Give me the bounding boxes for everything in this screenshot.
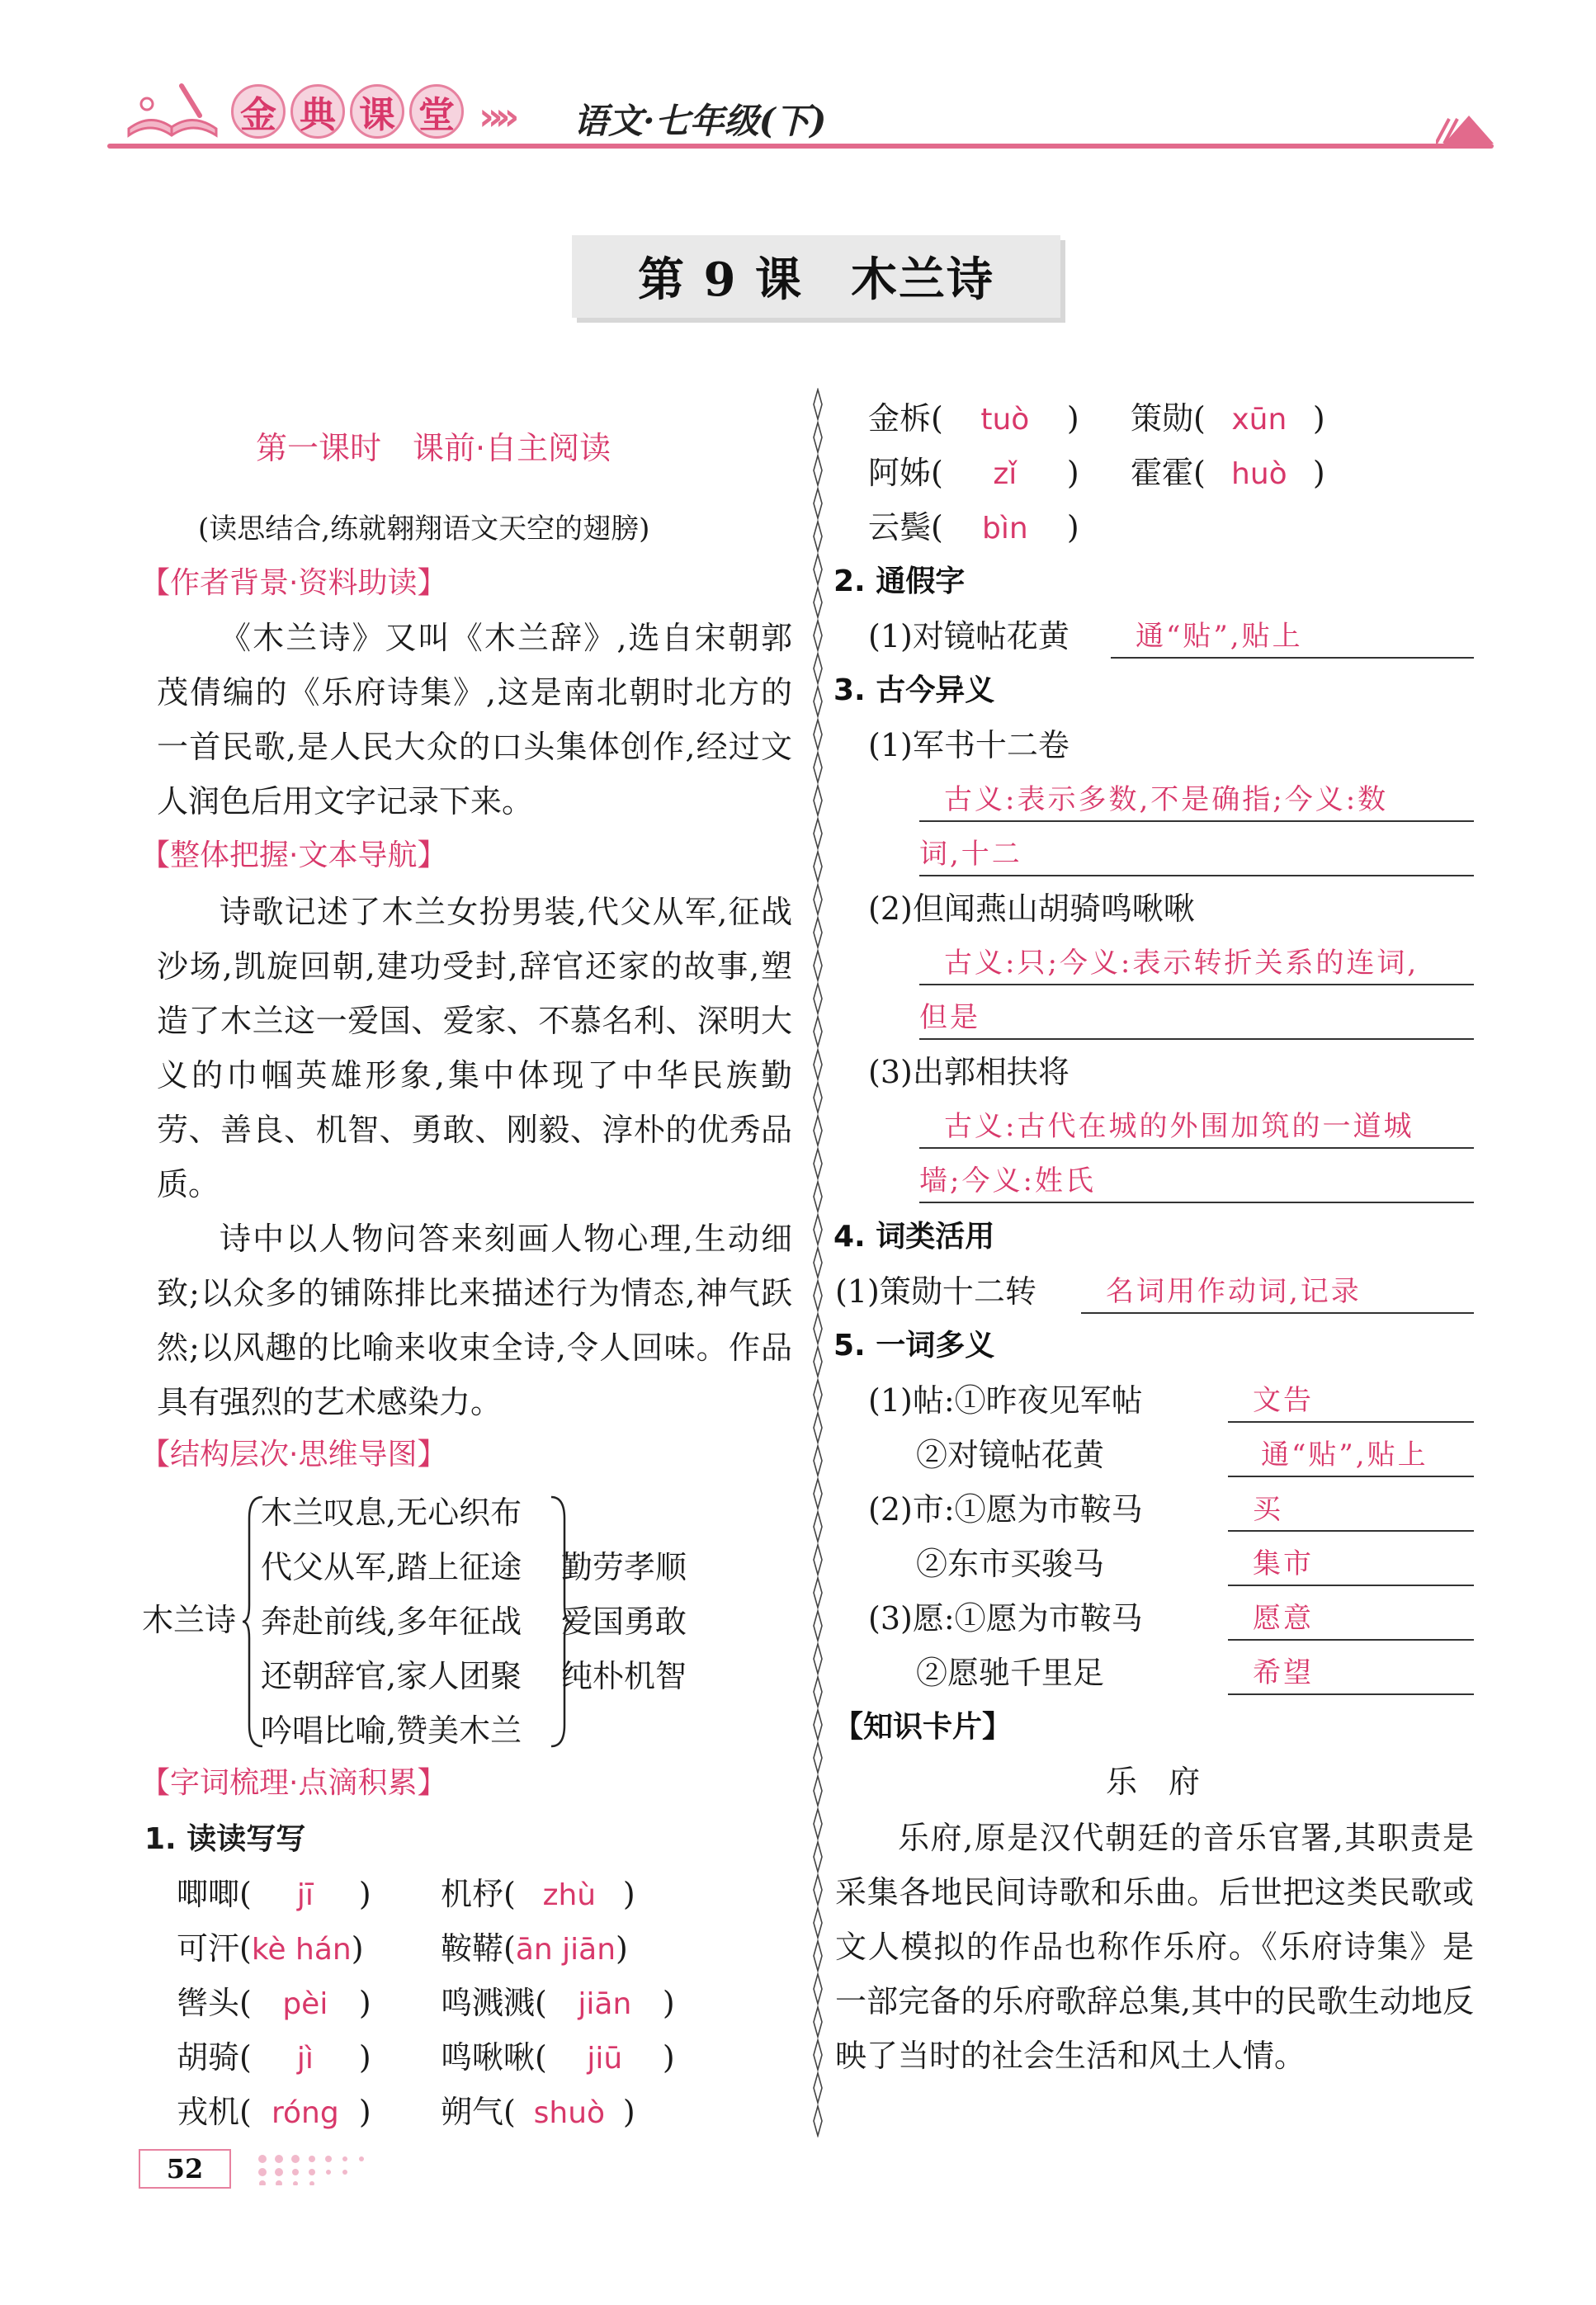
mindmap-item: 吟唱比喻,赞美木兰 xyxy=(261,1712,522,1749)
q3-1-answer-cont: 词,十二 xyxy=(919,834,1474,876)
question-1: 1. 读读写写 xyxy=(144,1822,306,1856)
word-entry: 鸣啾啾( jiū ) xyxy=(441,2030,675,2086)
q4-answer: 名词用作动词,记录 xyxy=(1081,1271,1474,1314)
q5-item: (2)市:①愿为市鞍马 xyxy=(868,1491,1143,1528)
pinyin: xūn xyxy=(1231,403,1287,437)
section-overview: 【整体把握·文本导航】 xyxy=(140,838,447,872)
brand-logo xyxy=(231,84,464,139)
mindmap-root: 木兰诗 xyxy=(142,1602,237,1638)
pinyin: bìn xyxy=(982,512,1028,546)
section-author-background: 【作者背景·资料助读】 xyxy=(140,566,447,600)
q5-item: ②愿驰千里足 xyxy=(916,1655,1105,1691)
pinyin: róng xyxy=(271,2096,339,2130)
decorative-dots xyxy=(256,2152,421,2185)
q5-item: ②对镜帖花黄 xyxy=(916,1437,1105,1473)
paragraph-art: 诗中以人物问答来刻画人物心理,生动细致;以众多的铺陈排比来描述行为情态,神气跃然;以风趣的比喻来收束全诗,令人回味。作品具有强烈的艺术感染力。 xyxy=(157,1221,792,1420)
word: 策勋 xyxy=(1131,400,1194,437)
word-entry: 鞍鞯(ān jiān) xyxy=(441,1930,628,1967)
q3-2-item: (2)但闻燕山胡骑鸣啾啾 xyxy=(868,890,1195,927)
q5-answer: 愿意 xyxy=(1228,1598,1474,1641)
word-entry: 辔头( pèi ) xyxy=(177,1976,371,2032)
brand-char: 课 xyxy=(350,84,404,139)
q3-1-answer: 古义:表示多数,不是确指;今义:数 xyxy=(919,779,1474,822)
mindmap-trait: 勤劳孝顺 xyxy=(561,1549,687,1585)
mindmap-trait: 纯朴机智 xyxy=(561,1658,687,1694)
q3-3-answer: 古义:古代在城的外围加筑的一道城 xyxy=(919,1106,1474,1149)
section-mindmap: 【结构层次·思维导图】 xyxy=(140,1438,447,1471)
column-divider xyxy=(811,388,824,2137)
word: 戎机 xyxy=(177,2094,240,2130)
question-4: 4. 词类活用 xyxy=(833,1220,995,1254)
pinyin: kè hán xyxy=(251,1933,352,1967)
q3-3-answer-cont: 墙;今义:姓氏 xyxy=(919,1160,1474,1203)
knowledge-card-title: 乐 府 xyxy=(1106,1764,1201,1800)
book-pencil-icon xyxy=(124,79,223,140)
mindmap-item: 木兰叹息,无心织布 xyxy=(261,1495,522,1531)
q3-3-item: (3)出郭相扶将 xyxy=(868,1054,1070,1090)
pinyin: shuò xyxy=(533,2096,606,2130)
paragraph-author: 《木兰诗》又叫《木兰辞》,选自宋朝郭茂倩编的《乐府诗集》,这是南北朝时北方的一首民歌,是人民大众的口头集体创作,经过文人润色后用文字记录下来。 xyxy=(157,620,792,820)
pinyin: ān jiān xyxy=(515,1933,616,1967)
lesson-heading: 第一课时 课前·自主阅读 xyxy=(256,430,611,466)
word-entry: 可汗(kè hán) xyxy=(177,1930,364,1967)
word: 唧唧 xyxy=(177,1876,240,1912)
word-entry: 胡骑( jì ) xyxy=(177,2030,371,2086)
q5-answer: 集市 xyxy=(1228,1543,1474,1586)
word: 辔头 xyxy=(177,1985,240,2021)
mindmap-item: 奔赴前线,多年征战 xyxy=(261,1604,522,1640)
word: 霍霍 xyxy=(1131,455,1194,491)
q5-answer: 希望 xyxy=(1228,1652,1474,1695)
pinyin: jiū xyxy=(587,2042,623,2076)
word-entry: 机杼( zhù ) xyxy=(441,1867,635,1923)
word: 机杼 xyxy=(441,1876,504,1912)
pinyin: jiān xyxy=(578,1987,632,2021)
word-entry: 唧唧( jī ) xyxy=(177,1867,371,1923)
stripe-triangle-icon xyxy=(1436,114,1494,144)
word: 鞍鞯 xyxy=(441,1930,504,1967)
subject-label: 语文·七年级(下) xyxy=(574,101,827,141)
q5-answer: 买 xyxy=(1228,1489,1474,1532)
word: 云鬓 xyxy=(868,509,932,546)
mindmap-item: 还朝辞官,家人团聚 xyxy=(261,1658,522,1694)
lesson-note: (读思结合,练就翱翔语文天空的翅膀) xyxy=(198,512,650,546)
brand-char: 堂 xyxy=(409,84,464,139)
paragraph-overview: 诗歌记述了木兰女扮男装,代父从军,征战沙场,凯旋回朝,建功受封,辞官还家的故事,塑造了木兰这一爱国、爱家、不慕名利、深明大义的巾帼英雄形象,集中体现了中华民族勤劳、善良、机智、勇敢、刚毅、淳朴的优秀品质。 xyxy=(157,894,792,1202)
pinyin: zǐ xyxy=(993,457,1018,491)
q2-answer: 通“贴”,贴上 xyxy=(1111,616,1474,659)
word: 阿姊 xyxy=(868,455,932,491)
word-entry: 霍霍( huò ) xyxy=(1131,446,1325,502)
knowledge-card-label: 【知识卡片】 xyxy=(833,1710,1013,1744)
q3-1-item: (1)军书十二卷 xyxy=(868,727,1070,763)
q5-answer: 文告 xyxy=(1228,1380,1474,1423)
pinyin: zhù xyxy=(542,1878,597,1912)
header-rule xyxy=(107,144,1494,149)
q5-item: (1)帖:①昨夜见军帖 xyxy=(868,1382,1143,1419)
question-3: 3. 古今异义 xyxy=(833,673,995,707)
q5-answer: 通“贴”,贴上 xyxy=(1228,1434,1474,1477)
brand-char: 金 xyxy=(231,84,286,139)
word-entry: 鸣溅溅( jiān ) xyxy=(441,1976,675,2032)
brand-char: 典 xyxy=(290,84,345,139)
word: 金柝 xyxy=(868,400,932,437)
q2-item: (1)对镜帖花黄 xyxy=(868,618,1070,654)
word: 可汗 xyxy=(177,1930,240,1967)
question-2: 2. 通假字 xyxy=(833,564,966,598)
double-chevron-icon: »» xyxy=(479,94,512,139)
word: 鸣啾啾 xyxy=(441,2039,536,2076)
mindmap-item: 代父从军,踏上征途 xyxy=(261,1549,522,1585)
q5-item: ②东市买骏马 xyxy=(916,1546,1105,1582)
page-header xyxy=(107,66,1494,157)
q4-item: (1)策勋十二转 xyxy=(835,1273,1036,1310)
page-number: 52 xyxy=(139,2149,231,2189)
word-entry: 朔气( shuò ) xyxy=(441,2085,635,2141)
word-entry: 戎机( róng ) xyxy=(177,2085,371,2141)
q3-2-answer: 古义:只;今义:表示转折关系的连词, xyxy=(919,942,1474,985)
pinyin: huò xyxy=(1231,457,1287,491)
pinyin: jì xyxy=(296,2042,314,2076)
question-5: 5. 一词多义 xyxy=(833,1329,995,1363)
pinyin: jī xyxy=(296,1878,314,1912)
q5-item: (3)愿:①愿为市鞍马 xyxy=(868,1600,1143,1637)
word: 鸣溅溅 xyxy=(441,1985,536,2021)
pinyin: tuò xyxy=(980,403,1030,437)
lesson-title: 第 9 课 木兰诗 xyxy=(572,235,1060,318)
word-entry: 阿姊( zǐ ) xyxy=(868,446,1079,502)
word: 胡骑 xyxy=(177,2039,240,2076)
pinyin: pèi xyxy=(282,1987,328,2021)
q3-2-answer-cont: 但是 xyxy=(919,997,1474,1040)
word-entry: 云鬓( bìn ) xyxy=(868,500,1079,556)
mindmap-trait: 爱国勇敢 xyxy=(561,1604,687,1640)
knowledge-card-text: 乐府,原是汉代朝廷的音乐官署,其职责是采集各地民间诗歌和乐曲。后世把这类民歌或文人模拟的作品也称作乐府。《乐府诗集》是一部完备的乐府歌辞总集,其中的民歌生动地反映了当时的社会生活和风土人情。 xyxy=(835,1820,1474,2074)
word-entry: 策勋( xūn ) xyxy=(1131,391,1325,447)
word-entry: 金柝( tuò ) xyxy=(868,391,1079,447)
section-vocabulary: 【字词梳理·点滴积累】 xyxy=(140,1766,447,1800)
word: 朔气 xyxy=(441,2094,504,2130)
